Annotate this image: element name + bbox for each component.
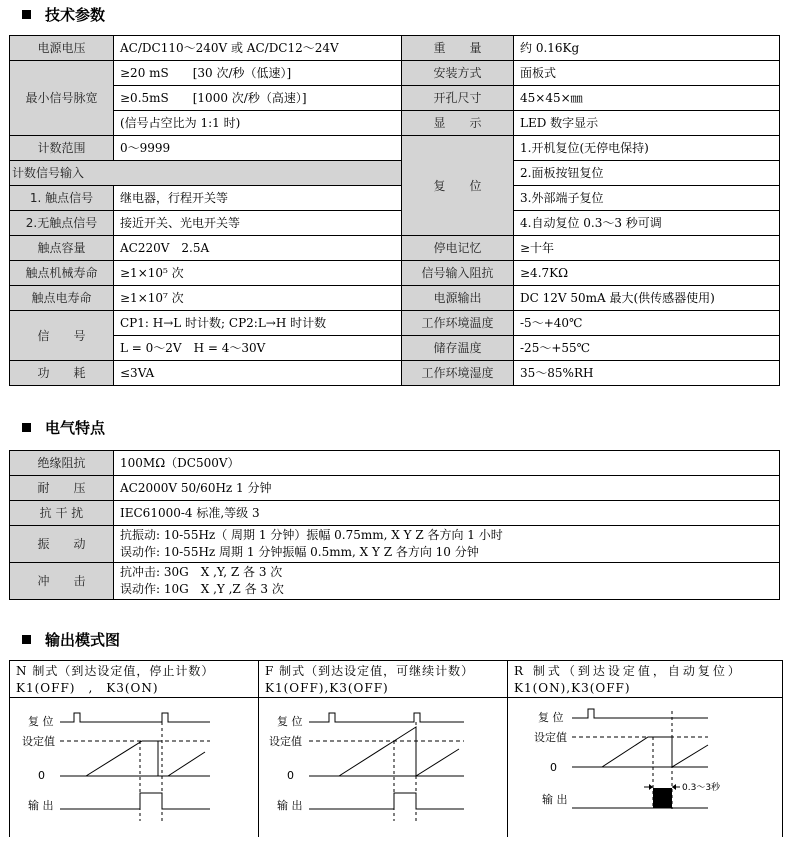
temp-value: -5～+40℃ (514, 311, 780, 336)
range-label: 计数范围 (10, 136, 114, 161)
humidity-label: 工作环境湿度 (402, 361, 514, 386)
contact-label: 1. 触点信号 (10, 186, 114, 211)
reset-label: 复 位 (402, 136, 514, 236)
square-bullet-icon (22, 423, 31, 432)
psu-value: DC 12V 50mA 最大(供传感器使用) (514, 286, 780, 311)
output-mode-diagrams (9, 660, 783, 837)
output-trace (60, 793, 210, 809)
noncontact-value: 接近开关、光电开关等 (114, 211, 402, 236)
mode-f-timing-diagram (259, 697, 507, 837)
input-label: 计数信号输入 (10, 161, 402, 186)
elec-life-label: 触点电寿命 (10, 286, 114, 311)
impedance-label: 信号输入阻抗 (402, 261, 514, 286)
reset-2: 2.面板按钮复位 (514, 161, 780, 186)
output-on-block (653, 788, 672, 808)
setpoint-label: 设定值 (269, 735, 302, 748)
weight-value: 约 0.16Kg (514, 36, 780, 61)
temp-label: 工作环境温度 (402, 311, 514, 336)
delay-label: 0.3～3秒 (682, 783, 721, 793)
insulation-value: 100MΩ（DC500V） (114, 451, 780, 476)
mode-n-title: N 制式（到达设定值，停止计数） (16, 664, 215, 678)
weight-label: 重 量 (402, 36, 514, 61)
zero-label: 0 (550, 761, 557, 774)
insulation-label: 绝缘阻抗 (10, 451, 114, 476)
tech-spec-table (9, 35, 780, 386)
noncontact-label: 2.无触点信号 (10, 211, 114, 236)
mode-n-state: K1(OFF) , K3(ON) (16, 681, 159, 695)
reset-pulse-trace (60, 713, 210, 722)
setpoint-label: 设定值 (534, 731, 567, 744)
vibration-label: 振 动 (10, 526, 114, 563)
storage-value: -25～+55℃ (514, 336, 780, 361)
count-ramp (86, 741, 158, 776)
output-label: 输 出 (28, 799, 54, 812)
capacity-value: AC220V 2.5A (114, 236, 402, 261)
mode-r-state: K1(ON),K3(OFF) (514, 681, 631, 695)
count-ramp-restart (168, 752, 205, 776)
mode-n-timing-diagram (10, 697, 258, 837)
electrical-table (9, 450, 780, 600)
reset-pulse-trace (309, 713, 464, 722)
elec-life-value: ≥1×10⁷ 次 (114, 286, 402, 311)
output-label: 输 出 (542, 793, 568, 806)
mode-f-title: F 制式（到达设定值，可继续计数） (265, 664, 475, 678)
section-title-tech: 技术参数 (22, 4, 105, 25)
mount-label: 安装方式 (402, 61, 514, 86)
power-value: AC/DC110～240V 或 AC/DC12～24V (114, 36, 402, 61)
setpoint-label: 设定值 (22, 735, 55, 748)
shock-value: 抗冲击: 30G X ,Y, Z 各 3 次 误动作: 10G X ,Y ,Z 各 3 次 (114, 563, 780, 600)
range-value: 0～9999 (114, 136, 402, 161)
section-title-output: 输出模式图 (22, 629, 120, 650)
square-bullet-icon (22, 635, 31, 644)
zero-label: 0 (38, 769, 45, 782)
impedance-value: ≥4.7KΩ (514, 261, 780, 286)
pulse-note: (信号占空比为 1:1 时) (114, 111, 402, 136)
contact-value: 继电器，行程开关等 (114, 186, 402, 211)
mode-r-timing-diagram (508, 697, 782, 837)
vibration-value: 抗振动: 10-55Hz（ 周期 1 分钟）振幅 0.75mm, X Y Z 各方向 1 小时 误动作: 10-55Hz 周期 1 分钟振幅 0.5mm, X Y Z 各方向 10 分钟 (114, 526, 780, 563)
signal-level: L = 0～2V H = 4～30V (114, 336, 402, 361)
humidity-value: 35～85%RH (514, 361, 780, 386)
reset-3: 3.外部端子复位 (514, 186, 780, 211)
mech-life-value: ≥1×10⁵ 次 (114, 261, 402, 286)
display-label: 显 示 (402, 111, 514, 136)
signal-edge: CP1: H→L 时计数; CP2:L→H 时计数 (114, 311, 402, 336)
count-ramp (602, 737, 708, 767)
withstand-value: AC2000V 50/60Hz 1 分钟 (114, 476, 780, 501)
signal-label: 信 号 (10, 311, 114, 361)
memory-label: 停电记忆 (402, 236, 514, 261)
mount-value: 面板式 (514, 61, 780, 86)
emi-label: 抗 干 扰 (10, 501, 114, 526)
memory-value: ≥十年 (514, 236, 780, 261)
reset-pulse-trace (572, 709, 708, 718)
power-label: 电源电压 (10, 36, 114, 61)
pulse-label: 最小信号脉宽 (10, 61, 114, 136)
reset-label: 复 位 (538, 711, 564, 724)
hole-value: 45×45×㎜ (514, 86, 780, 111)
output-label: 输 出 (277, 799, 303, 812)
storage-label: 储存温度 (402, 336, 514, 361)
section-title-elec: 电气特点 (22, 417, 105, 438)
psu-label: 电源输出 (402, 286, 514, 311)
mode-n (10, 661, 258, 837)
withstand-label: 耐 压 (10, 476, 114, 501)
count-ramp (339, 727, 459, 776)
mode-f-state: K1(OFF),K3(OFF) (265, 681, 389, 695)
square-bullet-icon (22, 10, 31, 19)
power-cons-value: ≤3VA (114, 361, 402, 386)
power-cons-label: 功 耗 (10, 361, 114, 386)
reset-4: 4.自动复位 0.3～3 秒可调 (514, 211, 780, 236)
shock-label: 冲 击 (10, 563, 114, 600)
mode-f (259, 661, 507, 837)
mode-r-title: R 制式（到达设定值，自动复位） (514, 664, 743, 678)
mech-life-label: 触点机械寿命 (10, 261, 114, 286)
pulse-low: ≥20 mS [30 次/秒（低速）] (114, 61, 402, 86)
reset-1: 1.开机复位(无停电保持) (514, 136, 780, 161)
pulse-high: ≥0.5mS [1000 次/秒（高速）] (114, 86, 402, 111)
display-value: LED 数字显示 (514, 111, 780, 136)
reset-label: 复 位 (28, 715, 54, 728)
capacity-label: 触点容量 (10, 236, 114, 261)
mode-r (508, 661, 782, 837)
output-trace (309, 793, 464, 809)
hole-label: 开孔尺寸 (402, 86, 514, 111)
reset-label: 复 位 (277, 715, 303, 728)
emi-value: IEC61000-4 标准,等级 3 (114, 501, 780, 526)
zero-label: 0 (287, 769, 294, 782)
